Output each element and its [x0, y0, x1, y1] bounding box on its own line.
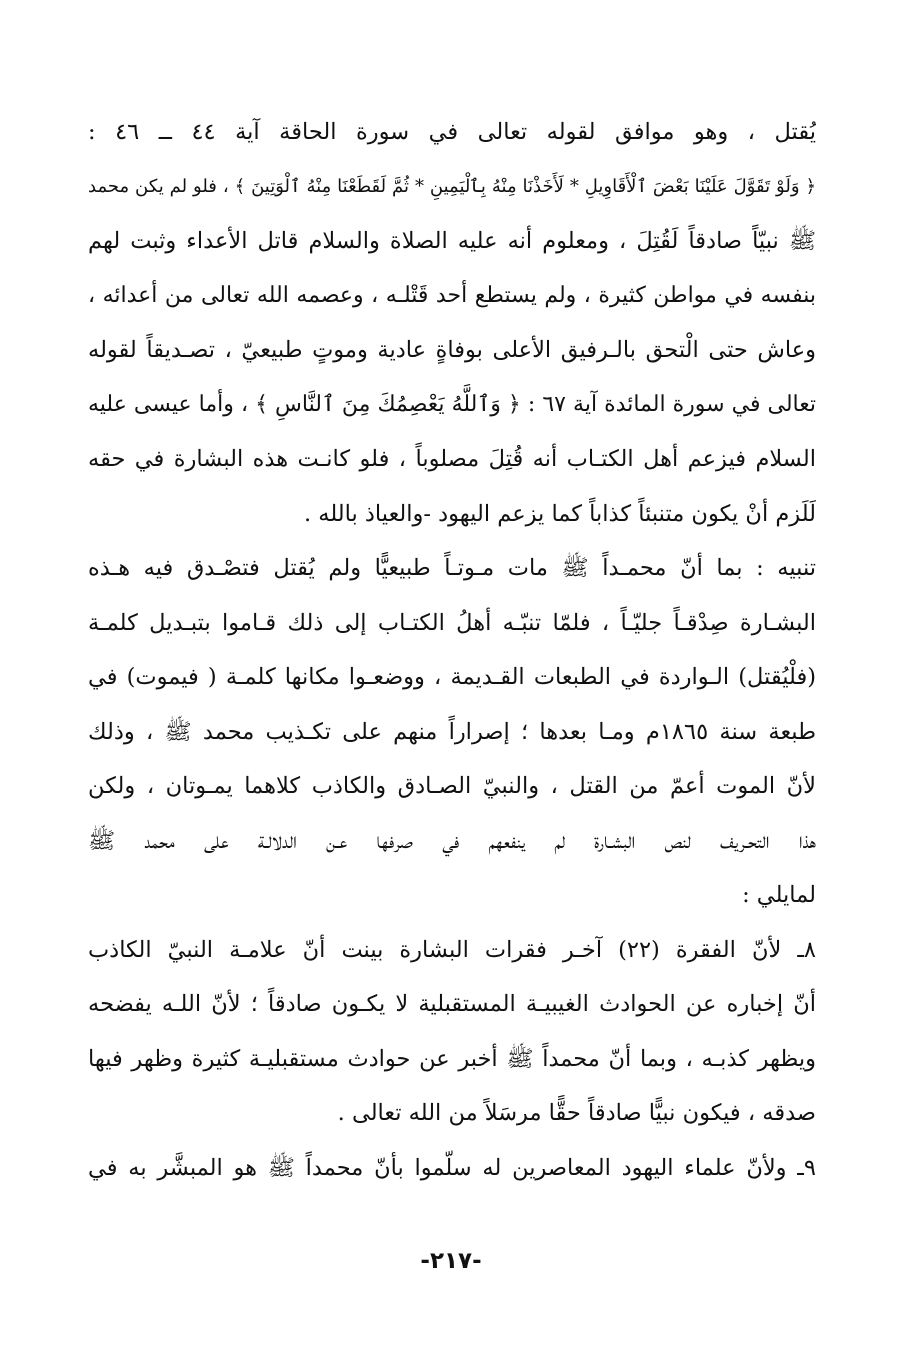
text-line-1: يُقتل ، وهو موافق لقوله تعالى في سورة الحاقة آية ٤٤ ــ ٤٦ : — [88, 119, 816, 145]
text-line-20: ٩ـ ولأنّ علماء اليهود المعاصرين له سلّموا بأنّ محمداً ﷺ هو المبشَّر به في — [88, 1154, 816, 1181]
text-line-19: صدقه ، فيكون نبيًّا صادقاً حقًّا مرسَلاً من الله تعالى . — [337, 1100, 816, 1126]
text-line-8: لَلَزم أنْ يكون متنبئاً كذاباً كما يزعم اليهود -والعياذ بالله . — [303, 500, 816, 527]
text-line-5: وعاش حتى الْتحق بالـرفيق الأعلى بوفاةٍ عادية وموتٍ طبيعيّ ، تصـديقاً لقوله — [88, 337, 816, 363]
text-line-11: (فلْيُقتل) الـواردة في الطبعات القـديمة ، ووضعـوا مكانها كلمـة ( فيموت) في — [88, 664, 816, 690]
text-line-6: تعالى في سورة المائدة آية ٦٧ : ﴿ وَٱللَّهُ يَعْصِمُكَ مِنَ ٱلنَّاسِ ﴾ ، وأما عيسى عليه — [88, 391, 816, 417]
text-line-4: بنفسه في مواطن كثيرة ، ولم يستطع أحد قَتْلـه ، وعصمه الله تعالى من أعدائه ، — [88, 282, 816, 308]
text-line-12: طبعة سنة ١٨٦٥م ومـا بعدها ؛ إصراراً منهم على تكـذيب محمد ﷺ ، وذلك — [88, 718, 816, 745]
text-line-15: لمايلي : — [742, 882, 816, 908]
text-line-13: لأنّ الموت أعمّ من القتل ، والنبيّ الصـادق والكاذب كلاهما يمـوتان ، ولكن — [88, 773, 816, 799]
text-line-10: البشـارة صِدْقـاً جليّـاً ، فلمّا تنبّـه أهلُ الكتـاب إلى ذلك قـاموا بتبـديل كلمـة — [88, 609, 816, 636]
text-line-18: ويظهر كذبـه ، وبما أنّ محمداً ﷺ أخبر عن حوادث مستقبليـة كثيرة وظهر فيها — [88, 1045, 816, 1072]
text-line-3: ﷺ نبيّاً صادقاً لَقُتِلَ ، ومعلوم أنه عليه الصلاة والسلام قاتل الأعداء وثبت لهم — [88, 228, 816, 254]
text-line-2: ﴿ وَلَوْ تَقَوَّلَ عَلَيْنَا بَعْضَ ٱلْأَقَاوِيلِ * لَأَخَذْنَا مِنْهُ بِٱلْيَمِينِ * ثُمَّ لَقَطَعْنَا مِنْهُ ٱلْوَتِينَ ﴾ ، فلو لم يكن محمد — [88, 175, 816, 197]
page-body — [88, 105, 816, 1195]
text-line-9: تنبيه : بما أنّ محمـداً ﷺ مات مـوتـاً طبيعيًّا ولم يُقتل فتصْـدق فيه هـذه — [88, 555, 816, 581]
text-line-7: السلام فيزعم أهل الكتـاب أنه قُتِلَ مصلوباً ، فلو كانـت هذه البشارة في حقه — [88, 446, 816, 472]
text-line-14: هذا التحـريف لنص البشـارة لم ينفعهم في صرفها عـن الدلالـة على محمد ﷺ — [88, 827, 816, 854]
text-line-17: أنّ إخباره عن الحوادث الغيبيـة المستقبلية لا يكـون صادقاً ؛ لأنّ اللـه يفضحه — [88, 991, 816, 1017]
page-number: -٢١٧- — [420, 1248, 482, 1274]
text-line-16: ٨ـ لأنّ الفقرة (٢٢) آخـر فقرات البشارة بينت أنّ علامـة النبيّ الكاذب — [88, 936, 816, 963]
